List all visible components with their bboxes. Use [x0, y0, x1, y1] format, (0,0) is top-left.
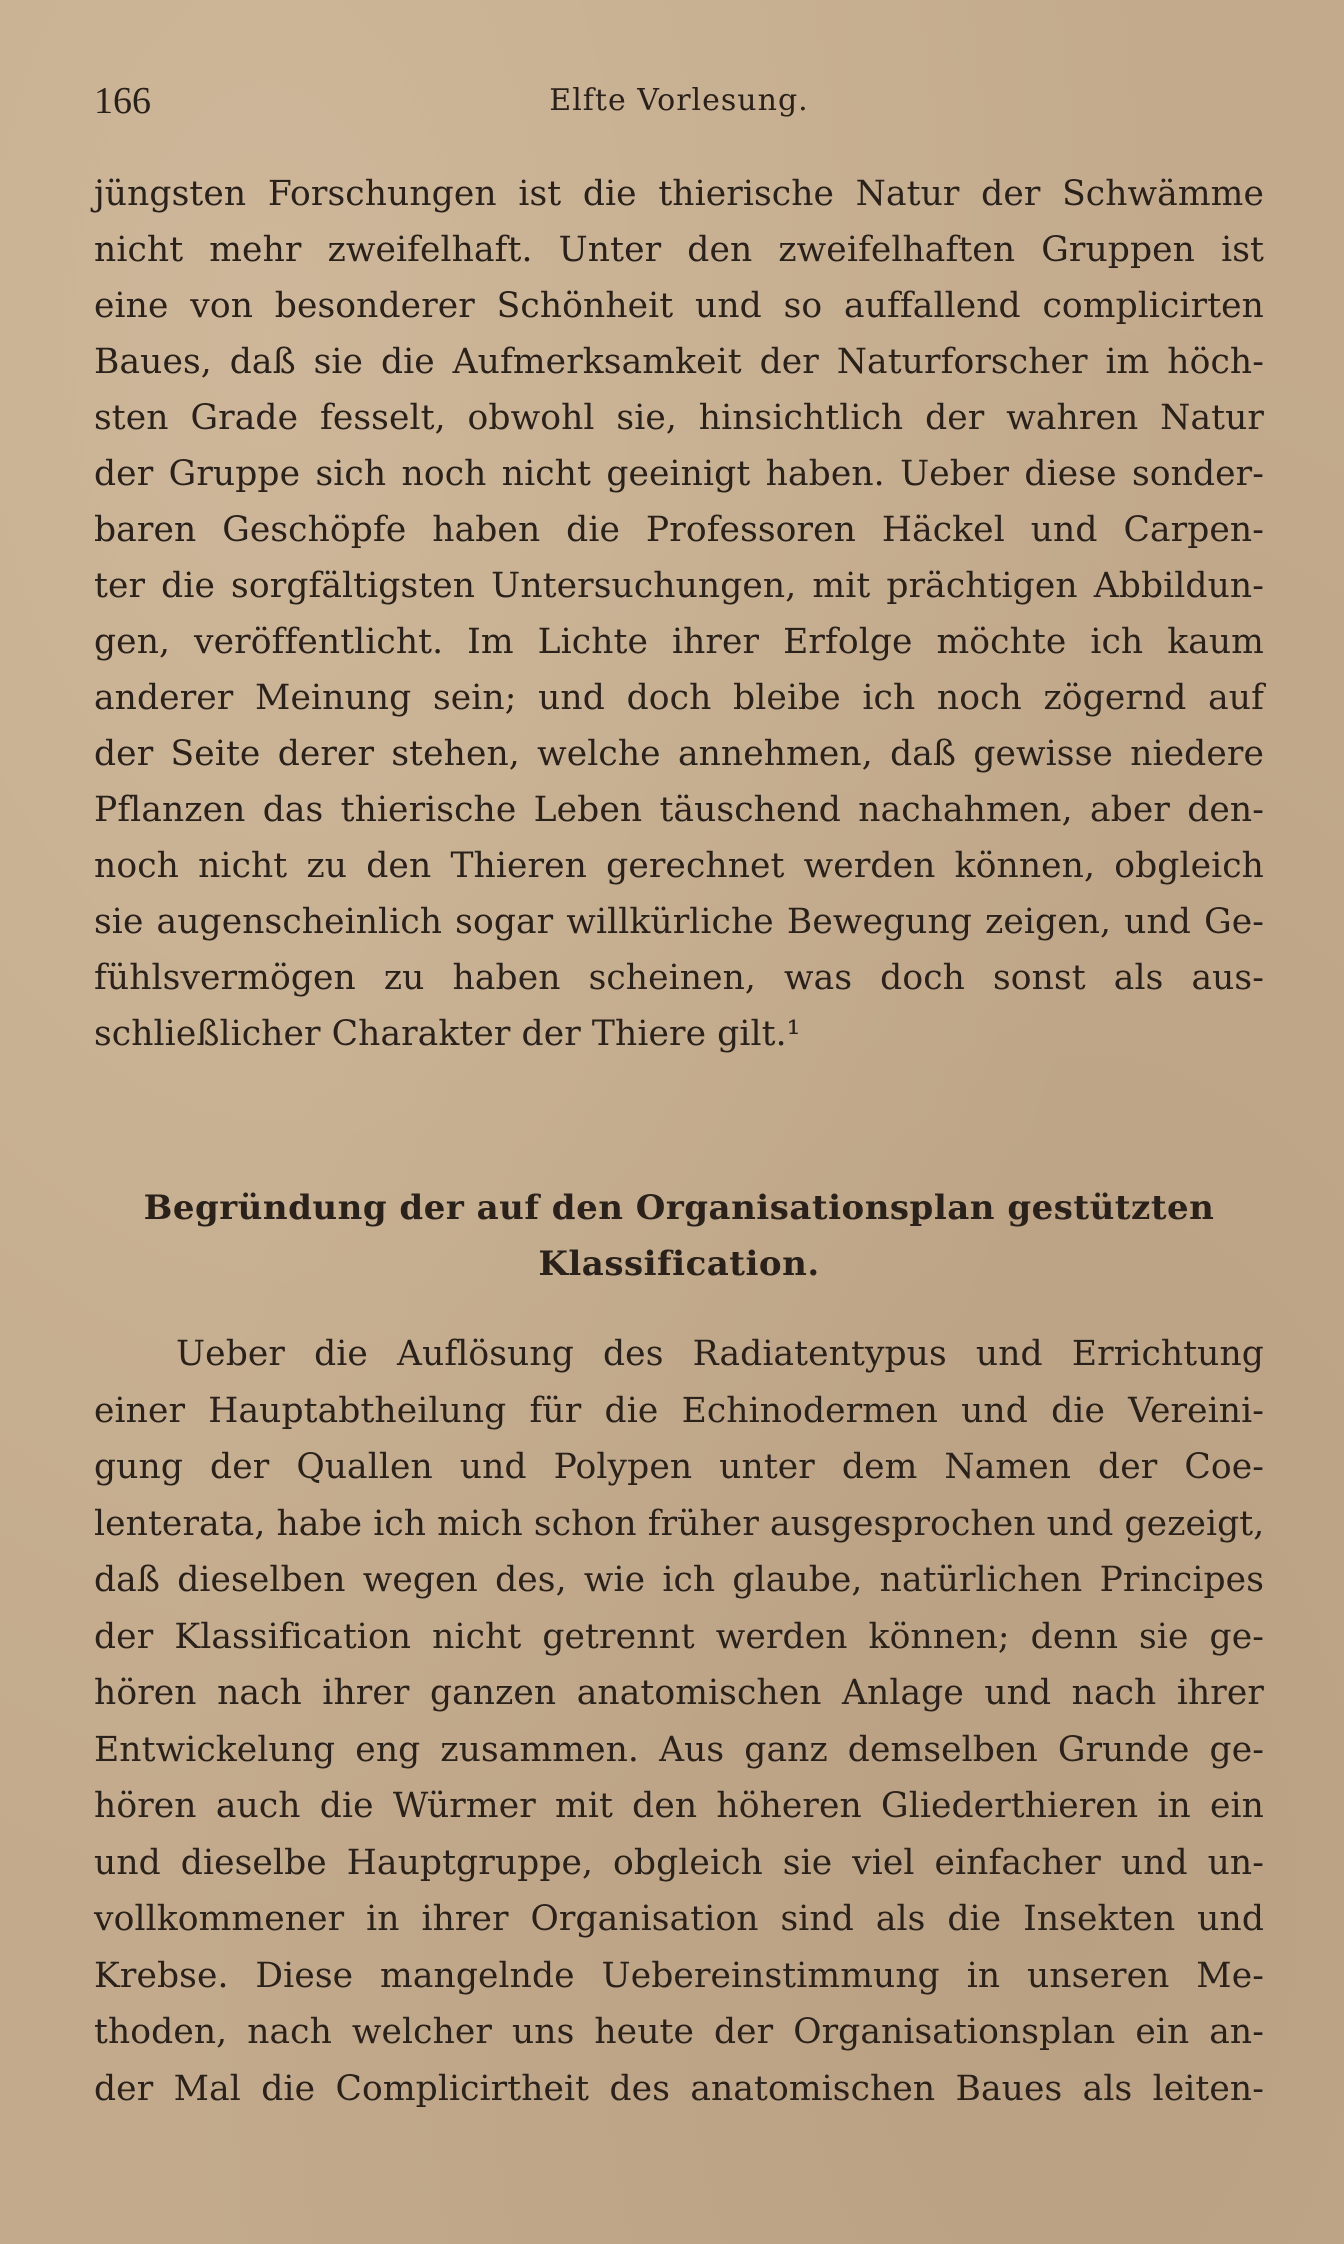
text-line: gen, veröffentlicht. Im Lichte ihrer Erfolge möchte ich kaum — [94, 622, 1264, 662]
text-line: gung der Quallen und Polypen unter dem Namen der Coe- — [94, 1447, 1264, 1487]
text-line: Ueber die Auflösung des Radiatentypus und Errichtung — [176, 1334, 1264, 1374]
text-line: hören nach ihrer ganzen anatomischen Anlage und nach ihrer — [94, 1673, 1264, 1713]
paragraph-2 — [94, 1326, 1264, 2117]
text-line: Entwickelung eng zusammen. Aus ganz demselben Grunde ge- — [94, 1729, 1264, 1770]
text-line: der Seite derer stehen, welche annehmen, daß gewisse niedere — [94, 734, 1264, 774]
text-line: der Mal die Complicirtheit des anatomischen Baues als leiten- — [94, 2068, 1264, 2109]
text-line: noch nicht zu den Thieren gerechnet werden können, obgleich — [94, 846, 1264, 886]
text-line: thoden, nach welcher uns heute der Organisationsplan ein an- — [94, 2012, 1264, 2052]
text-line: Pflanzen das thierische Leben täuschend nachahmen, aber den- — [94, 790, 1264, 830]
text-line: baren Geschöpfe haben die Professoren Häckel und Carpen- — [94, 510, 1264, 550]
text-line: anderer Meinung sein; und doch bleibe ich noch zögernd auf — [94, 678, 1264, 718]
text-line: nicht mehr zweifelhaft. Unter den zweifelhaften Gruppen ist — [94, 230, 1264, 270]
text-line: und dieselbe Hauptgruppe, obgleich sie viel einfacher und un- — [94, 1842, 1264, 1883]
text-line: Baues, daß sie die Aufmerksamkeit der Naturforscher im höch- — [94, 342, 1264, 382]
section-heading — [94, 1180, 1264, 1292]
page-header — [94, 76, 1264, 126]
text-line: ter die sorgfältigsten Untersuchungen, mit prächtigen Abbildun- — [94, 566, 1264, 606]
running-title: Elfte Vorlesung. — [549, 83, 809, 118]
text-line: jüngsten Forschungen ist die thierische Natur der Schwämme — [94, 174, 1264, 214]
text-line: einer Hauptabtheilung für die Echinodermen und die Vereini- — [94, 1390, 1264, 1431]
text-line: lenterata, habe ich mich schon früher ausgesprochen und gezeigt, — [94, 1503, 1265, 1544]
text-line: der Klassification nicht getrennt werden können; denn sie ge- — [94, 1616, 1264, 1657]
paragraph-1 — [94, 166, 1264, 1062]
text-line: sten Grade fesselt, obwohl sie, hinsichtlich der wahren Natur — [94, 398, 1264, 438]
text-line: hören auch die Würmer mit den höheren Gliederthieren in ein — [94, 1786, 1264, 1826]
text-line: sie augenscheinlich sogar willkürliche Bewegung zeigen, und Ge- — [94, 902, 1264, 942]
text-line: der Gruppe sich noch nicht geeinigt haben. Ueber diese sonder- — [94, 454, 1264, 494]
text-line: fühlsvermögen zu haben scheinen, was doch sonst als aus- — [94, 958, 1264, 998]
section-heading-line-2: Klassification. — [538, 1244, 820, 1284]
text-line: vollkommener in ihrer Organisation sind als die Insekten und — [94, 1899, 1264, 1939]
text-line: daß dieselben wegen des, wie ich glaube, natürlichen Principes — [94, 1560, 1264, 1600]
page-number: 166 — [94, 80, 151, 122]
text-line: Krebse. Diese mangelnde Uebereinstimmung in unseren Me- — [94, 1955, 1264, 1996]
section-heading-line-1: Begründung der auf den Organisationsplan gestützten — [143, 1188, 1215, 1228]
text-line: schließlicher Charakter der Thiere gilt.¹ — [94, 1014, 801, 1054]
text-line: eine von besonderer Schönheit und so auffallend complicirten — [94, 286, 1264, 326]
